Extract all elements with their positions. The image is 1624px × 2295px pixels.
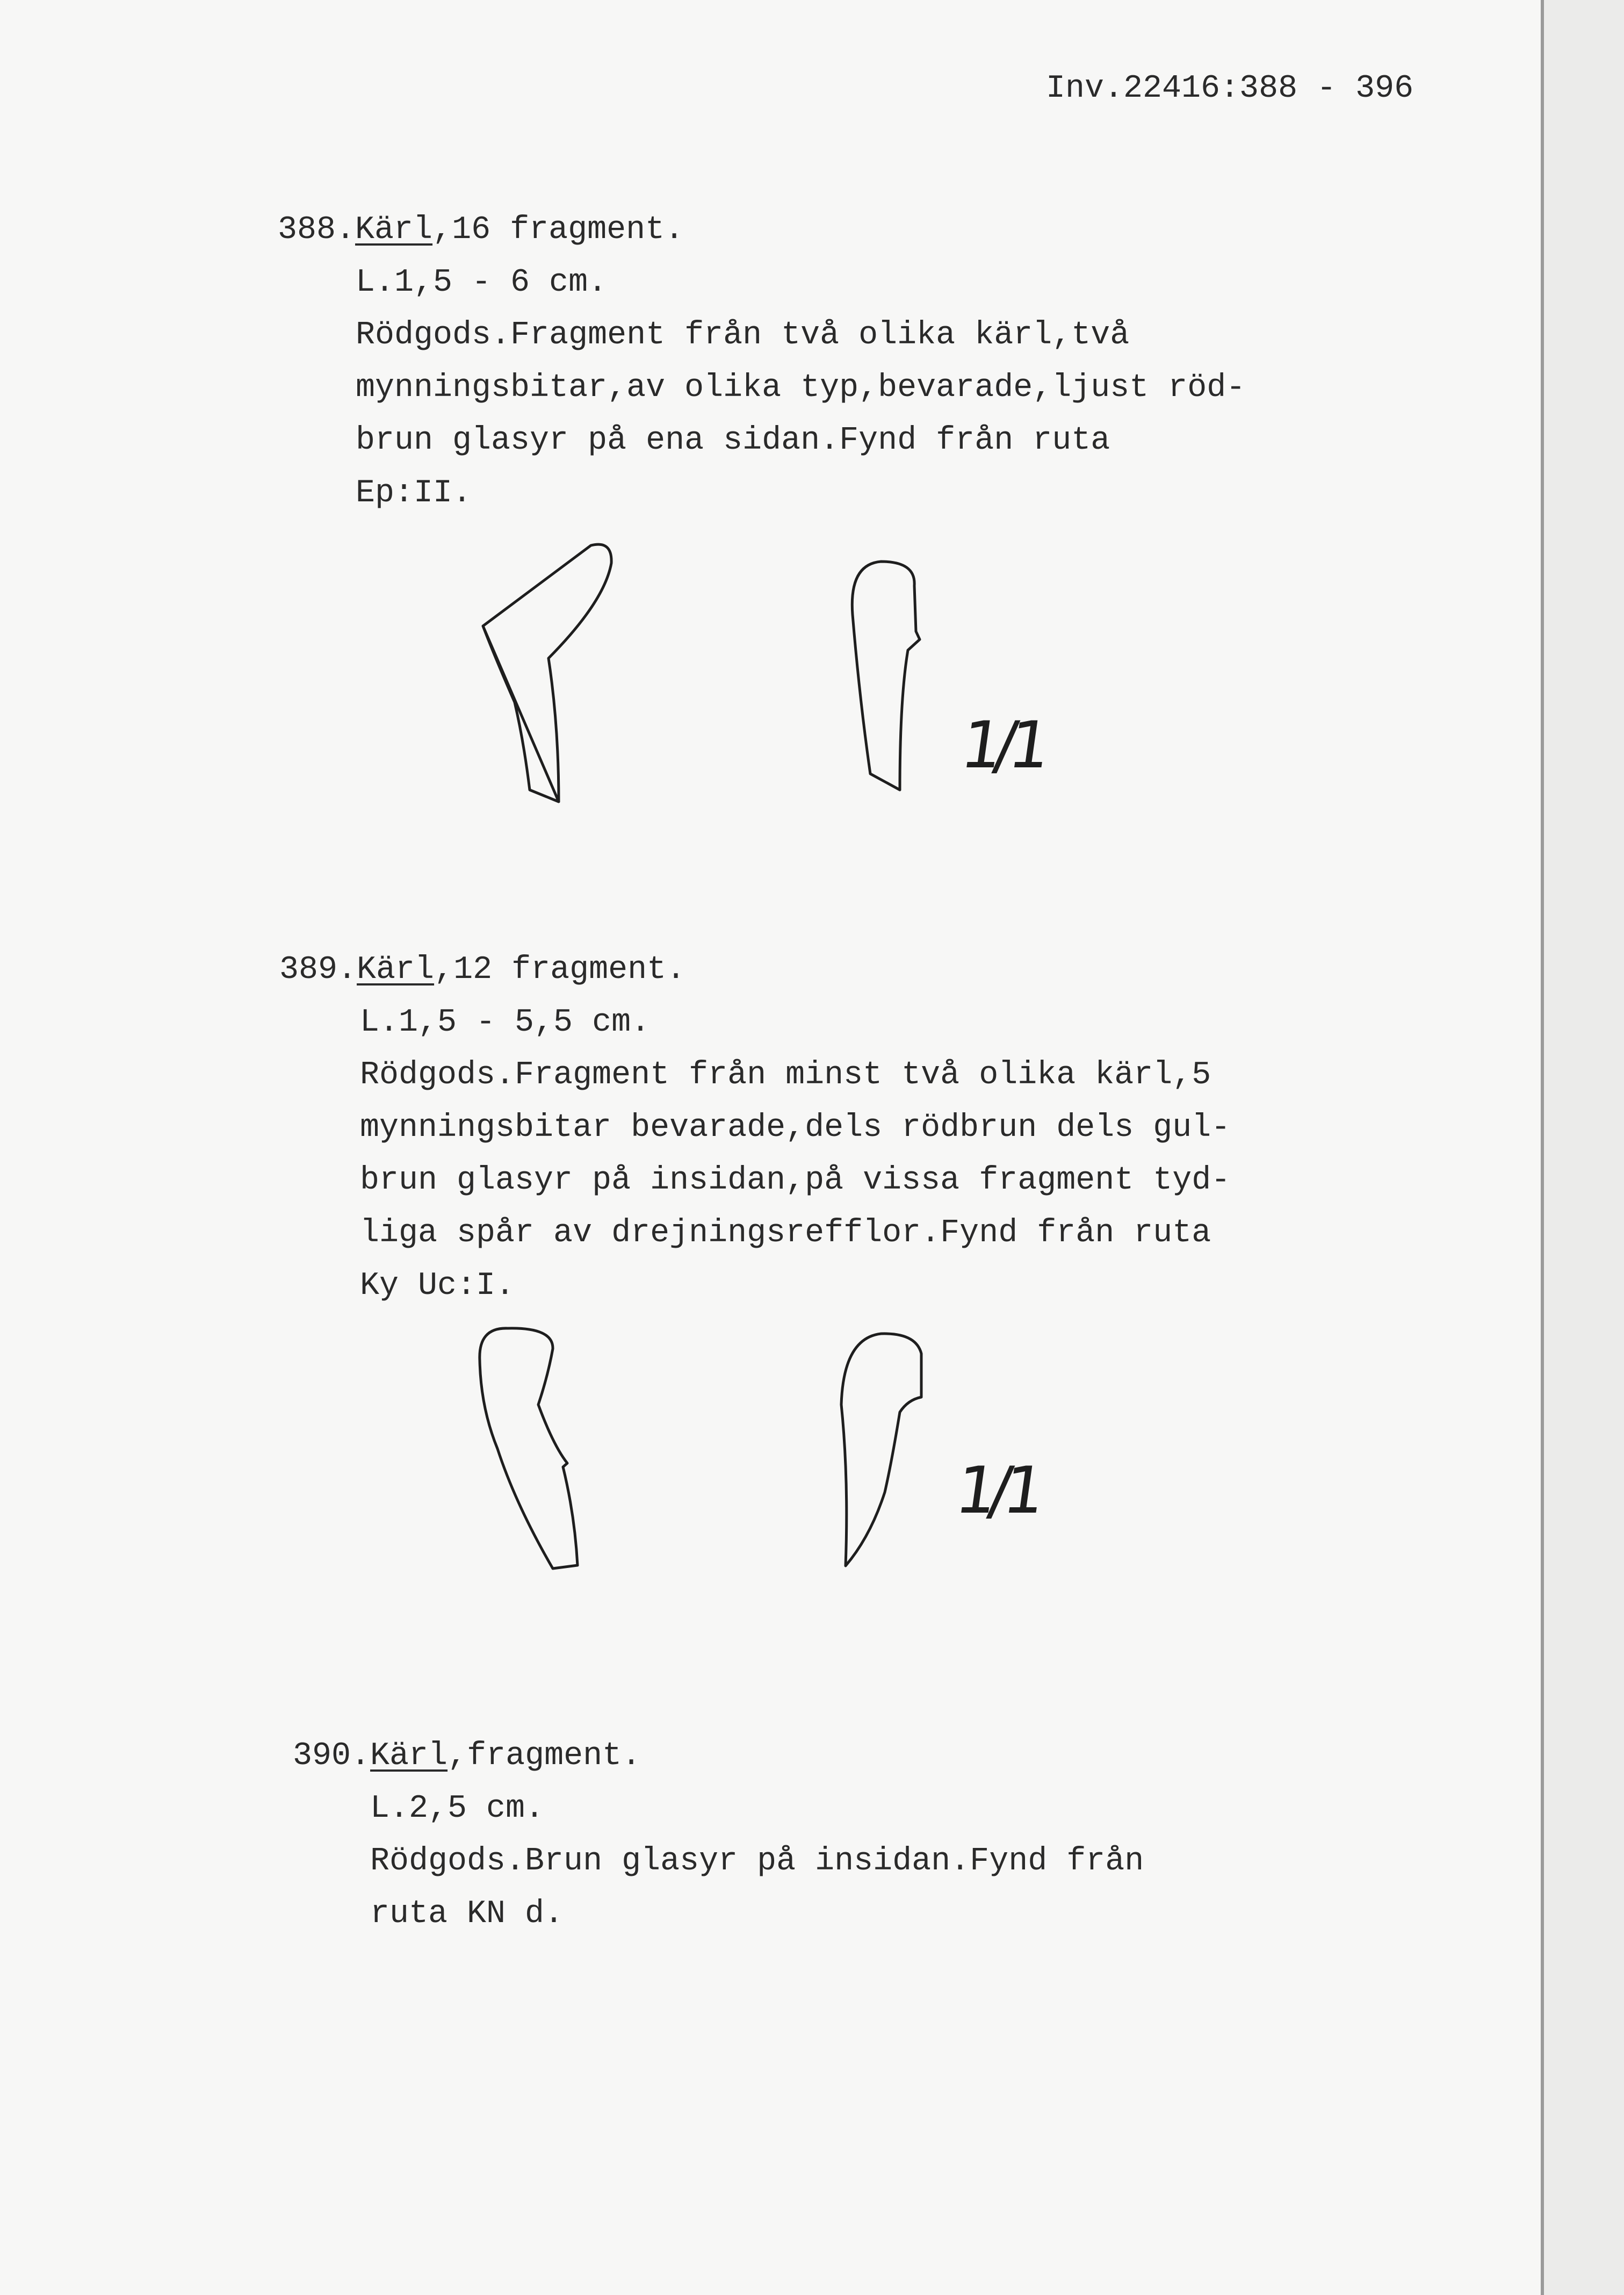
entry-title-rest: ,16 fragment. [432,212,684,248]
entry-line: L.1,5 - 5,5 cm. [360,1004,651,1041]
entry-line: Rödgods.Brun glasyr på insidan.Fynd från [370,1843,1144,1880]
scale-mark-388: 1/1 [956,708,1048,783]
entry-number: 388. [278,212,356,248]
entry-line: mynningsbitar,av olika typ,bevarade,ljust röd- [356,370,1246,406]
entry-title-rest: ,12 fragment. [434,952,686,988]
scale-mark-389: 1/1 [951,1454,1043,1528]
inventory-header: Inv.22416:388 - 396 [1046,70,1414,107]
entry-line: L.1,5 - 6 cm. [356,264,608,301]
sherd-profile-389-a [480,1328,578,1569]
entry-title-rest: ,fragment. [447,1738,641,1774]
entry-number: 389. [279,952,357,988]
entry-object: Kärl [355,212,433,248]
entry-line: liga spår av drejningsrefflor.Fynd från ruta [360,1215,1211,1251]
sherd-profile-388-b [852,562,920,790]
entry-object: Kärl [357,952,435,988]
entry-line: brun glasyr på insidan,på vissa fragment tyd- [360,1162,1231,1199]
entry-number: 390. [293,1738,371,1774]
entry-line: brun glasyr på ena sidan.Fynd från ruta [356,422,1110,459]
sherd-profile-389-b [841,1334,921,1566]
entry-line: ruta KN d. [370,1896,564,1932]
entry-line: mynningsbitar bevarade,dels rödbrun dels gul- [360,1110,1231,1146]
entry-object: Kärl [370,1738,448,1774]
entry-line: Ep:II. [356,475,472,512]
entry-line: L.2,5 cm. [370,1790,545,1827]
sherd-profile-388-a [483,544,611,802]
entry-line: Rödgods.Fragment från två olika kärl,två [356,317,1130,354]
entry-line: Ky Uc:I. [360,1268,515,1304]
entry-line: Rödgods.Fragment från minst två olika kärl,5 [360,1057,1211,1093]
